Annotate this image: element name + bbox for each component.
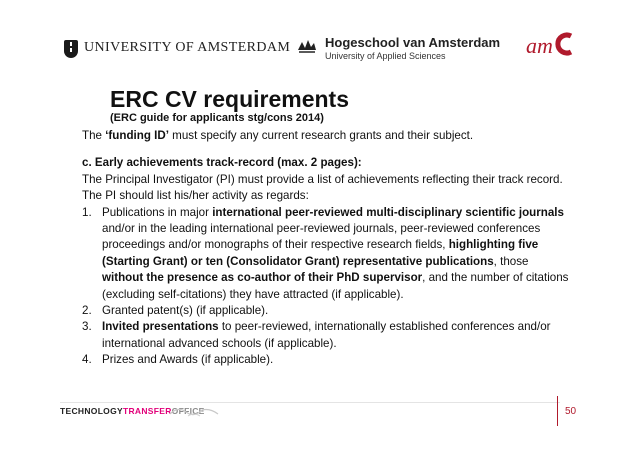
slide-body xyxy=(82,128,572,369)
page-number-divider xyxy=(557,396,558,426)
tto-sketch-icon xyxy=(168,402,224,420)
uva-logo-text: UNIVERSITY OF AMSTERDAM xyxy=(84,40,291,55)
activity-paragraph: The PI should list his/her activity as regards: xyxy=(82,189,309,203)
amc-logo-text: am xyxy=(526,33,553,58)
slide-subtitle: (ERC guide for applicants stg/cons 2014) xyxy=(110,112,324,124)
hva-logo-name: Hogeschool van Amsterdam xyxy=(325,35,501,50)
list-item: 3. Invited presentations to peer-reviewed, internationally established conferences and/or international advanced schools (if applicable). xyxy=(82,320,551,350)
list-item: 2. Granted patent(s) (if applicable). xyxy=(82,304,269,318)
amc-logo xyxy=(526,31,578,61)
section-heading: c. Early achievements track-record (max. 2 pages): xyxy=(82,156,362,170)
uva-crest-icon xyxy=(64,40,78,58)
track-record-paragraph: The Principal Investigator (PI) must provide a list of achievements reflecting their track record. xyxy=(82,172,563,186)
hva-logo-subtitle: University of Applied Sciences xyxy=(325,51,446,61)
amc-c-icon xyxy=(554,31,574,57)
activity-list xyxy=(82,205,572,369)
list-item: 4. Prizes and Awards (if applicable). xyxy=(82,353,274,367)
footer-divider xyxy=(60,402,560,403)
page-number: 50 xyxy=(565,406,577,417)
hva-logo-icon xyxy=(296,36,318,56)
tto-logo: TECHNOLOGYTRANSFEROFFICE xyxy=(60,406,205,416)
logo-header xyxy=(0,0,638,80)
funding-id-paragraph: The ‘funding ID’ must specify any current research grants and their subject. xyxy=(82,129,474,142)
slide-title: ERC CV requirements xyxy=(110,86,350,112)
list-item: 1. Publications in major international peer-reviewed multi-disciplinary scientific journals and/or in the leading international peer-reviewed journals, peer-reviewed conferences proceedings and/or monographs of their respective research fields, highlighting five (Starting Grant) or ten (Consolidator Grant) representative publications, those without the presence as co-author of their PhD supervisor, and the number of citations (excluding self-citations) they have attracted (if applicable). xyxy=(82,205,569,301)
